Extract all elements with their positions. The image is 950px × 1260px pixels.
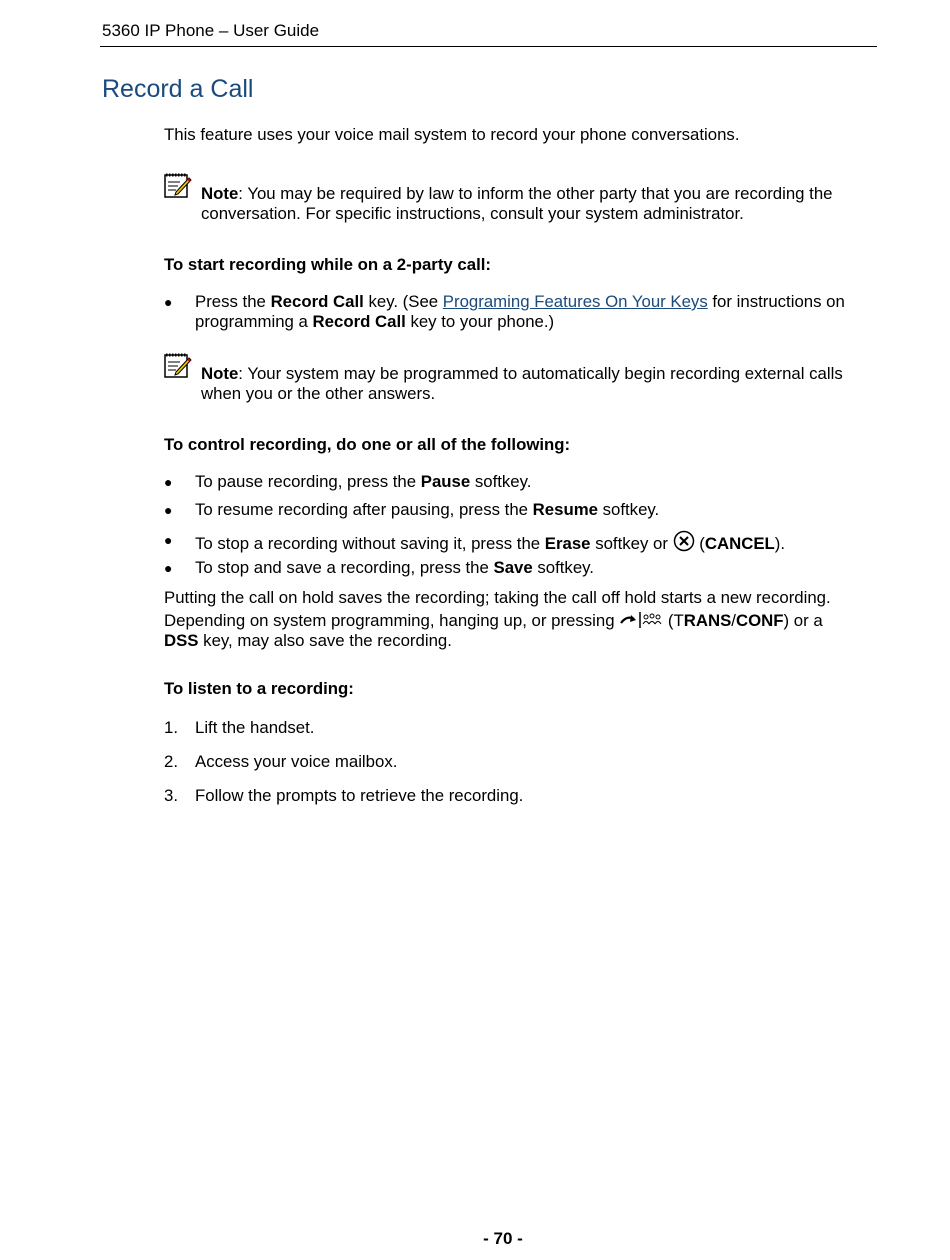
- header-divider: [100, 46, 877, 47]
- note2-text-1: : Your system may be programmed to automatically begin recording external calls: [238, 364, 843, 383]
- dss-key-label: DSS: [164, 631, 199, 650]
- conf-key-label: CONF: [735, 611, 784, 630]
- pause-key-label: Pause: [420, 472, 471, 491]
- resume-text-2: softkey.: [597, 500, 660, 519]
- bullet-dot: ●: [164, 560, 173, 576]
- page-number: - 70 -: [483, 1229, 523, 1248]
- start-bullet-text-2: key. (See: [363, 292, 443, 311]
- pause-bullet: [195, 472, 531, 492]
- rans-key-label: RANS: [683, 611, 732, 630]
- resume-key-label: Resume: [532, 500, 598, 519]
- step-number: 2.: [164, 752, 178, 771]
- hold-line3: [164, 631, 452, 651]
- note2-label: Note: [201, 364, 239, 383]
- save-key-label: Save: [493, 558, 533, 577]
- note1-text-1: : You may be required by law to inform the other party that you are recording the: [238, 184, 833, 203]
- stop-text-1: To stop a recording without saving it, press the: [195, 534, 545, 553]
- record-call-key-label-2: Record Call: [312, 312, 406, 331]
- hold-text-2: (T: [663, 611, 684, 630]
- section-title: Record a Call: [102, 75, 254, 103]
- cancel-key-label: CANCEL: [704, 534, 775, 553]
- hold-text-5: key, may also save the recording.: [198, 631, 452, 650]
- stop-bullet: [195, 530, 785, 557]
- notepad-pencil-icon: [164, 352, 192, 380]
- trans-conf-icon: [619, 611, 663, 634]
- note2-line1: [201, 364, 843, 384]
- step-text: Follow the prompts to retrieve the recording.: [195, 786, 524, 805]
- stop-text-2: softkey or: [590, 534, 673, 553]
- cancel-circle-x-icon: [673, 530, 695, 557]
- note2-line2: when you or the other answers.: [201, 384, 436, 403]
- hold-text-4: ) or a: [783, 611, 823, 630]
- save-bullet: [195, 558, 594, 578]
- pause-text-1: To pause recording, press the: [195, 472, 421, 491]
- start-bullet-text-3: for instructions on: [707, 292, 845, 311]
- bullet-dot: ●: [164, 294, 173, 310]
- stop-text-3: (: [694, 534, 705, 553]
- step-text: Lift the handset.: [195, 718, 315, 737]
- start-bullet-line1: [195, 292, 845, 312]
- step-number: 3.: [164, 786, 178, 805]
- save-text-1: To stop and save a recording, press the: [195, 558, 494, 577]
- start-bullet-line2: [195, 312, 554, 332]
- record-call-key-label: Record Call: [270, 292, 364, 311]
- control-heading: To control recording, do one or all of the following:: [164, 435, 571, 454]
- erase-key-label: Erase: [544, 534, 591, 553]
- listen-heading: To listen to a recording:: [164, 679, 354, 698]
- hold-line1: Putting the call on hold saves the recording; taking the call off hold starts a new recording.: [164, 588, 831, 607]
- step-text: Access your voice mailbox.: [195, 752, 398, 771]
- header-title: 5360 IP Phone – User Guide: [102, 21, 320, 40]
- bullet-dot: ●: [164, 502, 173, 518]
- step-number: 1.: [164, 718, 178, 737]
- start-bullet-text-1: Press the: [195, 292, 271, 311]
- hold-text-1: Depending on system programming, hanging up, or pressing: [164, 611, 620, 630]
- intro-text: This feature uses your voice mail system to record your phone conversations.: [164, 125, 740, 144]
- note1-label: Note: [201, 184, 239, 203]
- programming-features-link[interactable]: Programing Features On Your Keys: [442, 292, 708, 311]
- hold-text-3: /: [731, 611, 736, 630]
- stop-text-4: ).: [774, 534, 786, 553]
- save-text-2: softkey.: [532, 558, 594, 577]
- start-bullet-text-5: key to your phone.): [405, 312, 555, 331]
- start-bullet-text-4: programming a: [195, 312, 313, 331]
- note1-line1: [201, 184, 833, 204]
- bullet-dot: ●: [164, 474, 173, 490]
- resume-bullet: [195, 500, 659, 520]
- note1-line2: conversation. For specific instructions, consult your system administrator.: [201, 204, 744, 223]
- resume-text-1: To resume recording after pausing, press the: [195, 500, 533, 519]
- notepad-pencil-icon: [164, 172, 192, 200]
- bullet-dot: ●: [164, 532, 173, 548]
- pause-text-2: softkey.: [470, 472, 532, 491]
- start-heading: To start recording while on a 2-party call:: [164, 255, 491, 274]
